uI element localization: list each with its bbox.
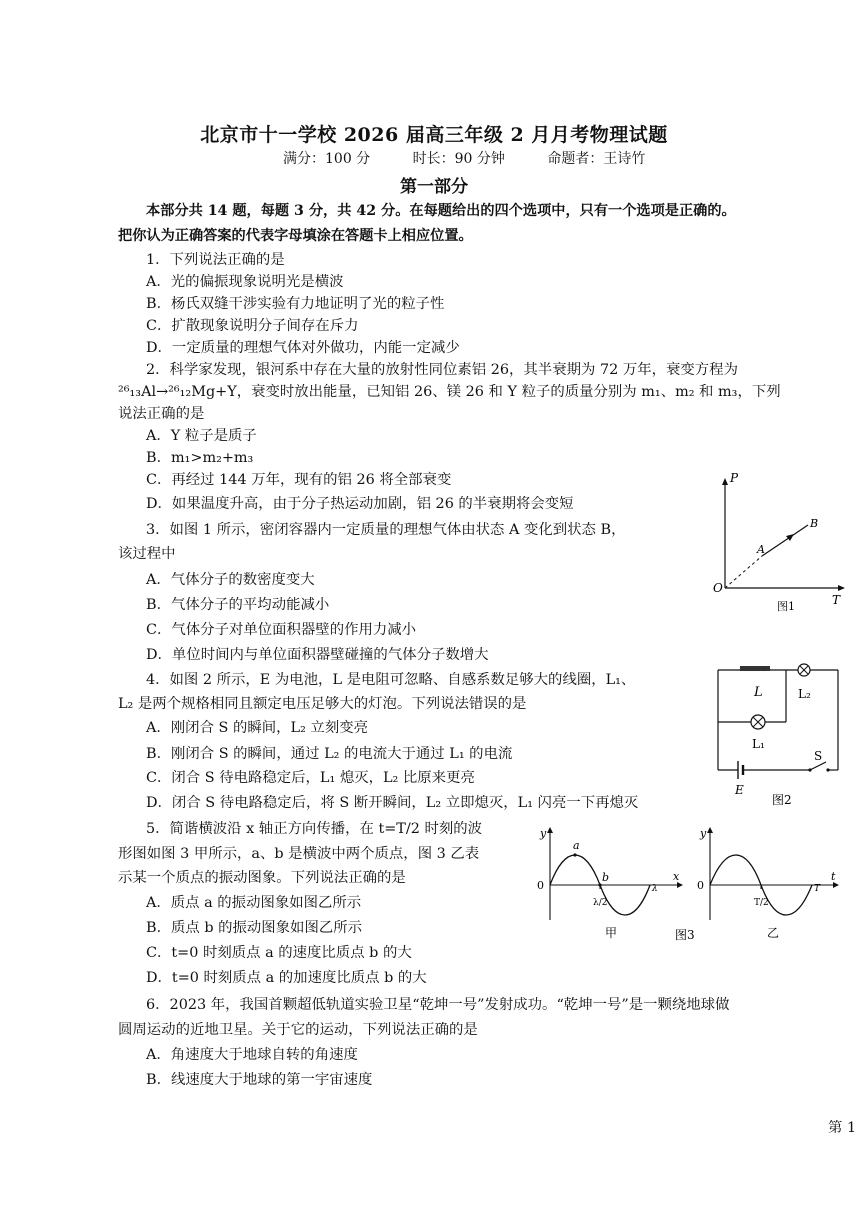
yi-t-half-label: T/2 bbox=[754, 898, 769, 908]
question-stem: 圆周运动的近地卫星。关于它的运动，下列说法正确的是 bbox=[118, 1022, 478, 1038]
y-axis-arrow-icon bbox=[707, 827, 713, 833]
option: B．杨氏双缝干涉实验有力地证明了光的粒子性 bbox=[146, 296, 445, 312]
option: B．气体分子的平均动能减小 bbox=[146, 597, 330, 613]
extension-line bbox=[725, 556, 762, 588]
question-stem: 4．如图 2 所示，E 为电池，L 是电阻可忽略、自感系数足够大的线圈，L₁、 bbox=[146, 672, 636, 688]
process-line bbox=[762, 525, 808, 556]
question-stem: ²⁶₁₃Al→²⁶₁₂Mg+Y，衰变时放出能量，已知铝 26、镁 26 和 Y 粒子的质量分别为 m₁、m₂ 和 m₃，下列 bbox=[118, 384, 781, 400]
coil-label: L bbox=[754, 685, 763, 700]
option: A．角速度大于地球自转的角速度 bbox=[146, 1047, 358, 1063]
option: B．刚闭合 S 的瞬间，通过 L₂ 的电流大于通过 L₁ 的电流 bbox=[146, 746, 513, 762]
yi-t-full-label: T bbox=[814, 884, 821, 894]
option: C．闭合 S 待电路稳定后，L₁ 熄灭，L₂ 比原来更亮 bbox=[146, 770, 475, 786]
battery-label: E bbox=[735, 783, 744, 797]
jia-lambda-label: λ bbox=[652, 884, 658, 894]
figure-1-caption: 图1 bbox=[777, 600, 795, 613]
question-stem: 说法正确的是 bbox=[118, 406, 205, 422]
origin-label: O bbox=[713, 581, 723, 595]
duration: 时长：90 分钟 bbox=[412, 151, 505, 167]
jia-zero-label: 0 bbox=[537, 879, 544, 892]
switch-label: S bbox=[814, 749, 823, 763]
figure-1-pt-graph bbox=[700, 470, 850, 620]
option: D．如果温度升高，由于分子热运动加剧，铝 26 的半衰期将会变短 bbox=[146, 496, 574, 512]
exam-meta bbox=[283, 148, 683, 168]
option: A．气体分子的数密度变大 bbox=[146, 572, 315, 588]
instruction-line: 把你认为正确答案的代表字母填涂在答题卡上相应位置。 bbox=[118, 228, 473, 244]
jia-a-label: a bbox=[573, 839, 580, 852]
option: B．线速度大于地球的第一宇宙速度 bbox=[146, 1072, 373, 1088]
question-stem: 该过程中 bbox=[118, 546, 176, 562]
p-axis-arrow-icon bbox=[722, 478, 728, 485]
option: C．气体分子对单位面积器壁的作用力减小 bbox=[146, 622, 417, 638]
figure-2-circuit bbox=[710, 660, 845, 808]
question-stem: 形图如图 3 甲所示，a、b 是横波中两个质点，图 3 乙表 bbox=[118, 846, 480, 862]
option: D．一定质量的理想气体对外做功，内能一定减少 bbox=[146, 340, 460, 356]
figure-3-wave-graphs bbox=[535, 825, 845, 950]
t-label: T bbox=[832, 593, 841, 607]
option: D．闭合 S 待电路稳定后，将 S 断开瞬间，L₂ 立即熄灭，L₁ 闪亮一下再熄灭 bbox=[146, 795, 639, 811]
option: D．单位时间内与单位面积器壁碰撞的气体分子数增大 bbox=[146, 647, 489, 663]
option: B．质点 b 的振动图象如图乙所示 bbox=[146, 920, 363, 936]
question-stem: 6．2023 年，我国首颗超低轨道实验卫星“乾坤一号”发射成功。“乾坤一号”是一颗绕地球做 bbox=[146, 997, 730, 1013]
question-stem: 1．下列说法正确的是 bbox=[146, 252, 285, 268]
question-stem: L₂ 是两个规格相同且额定电压足够大的灯泡。下列说法错误的是 bbox=[118, 696, 527, 712]
jia-lambda-half-label: λ/2 bbox=[593, 898, 608, 908]
state-b-label: B bbox=[810, 517, 819, 530]
option: A．Y 粒子是质子 bbox=[146, 428, 257, 444]
jia-b-label: b bbox=[602, 871, 610, 884]
instruction-line: 本部分共 14 题，每题 3 分，共 42 分。在每题给出的四个选项中，只有一个选项是正确的。 bbox=[146, 203, 736, 219]
full-score: 满分：100 分 bbox=[283, 151, 371, 167]
p-label: P bbox=[730, 471, 739, 485]
yi-y-label: y bbox=[700, 827, 707, 840]
lamp1-label: L₁ bbox=[752, 737, 765, 751]
option: C．扩散现象说明分子间存在斥力 bbox=[146, 318, 359, 334]
author: 命题者：王诗竹 bbox=[547, 151, 646, 167]
part-title: 第一部分 bbox=[400, 177, 468, 197]
switch-icon bbox=[810, 762, 826, 770]
option: A．光的偏振现象说明光是横波 bbox=[146, 274, 344, 290]
yi-t-label: t bbox=[831, 870, 836, 883]
yi-zero-label: 0 bbox=[697, 879, 704, 892]
option: C．t=0 时刻质点 a 的速度比质点 b 的大 bbox=[146, 945, 412, 961]
figure-3-caption: 图3 bbox=[675, 928, 695, 942]
direction-arrow-icon bbox=[786, 534, 794, 541]
lamp2-label: L₂ bbox=[798, 687, 811, 701]
yi-label: 乙 bbox=[767, 926, 780, 940]
y-axis-arrow-icon bbox=[547, 827, 553, 833]
jia-label: 甲 bbox=[605, 926, 618, 940]
point-a-marker bbox=[573, 853, 576, 856]
option: D．t=0 时刻质点 a 的加速度比质点 b 的大 bbox=[146, 970, 427, 986]
figure-2-caption: 图2 bbox=[772, 793, 792, 807]
jia-x-label: x bbox=[673, 870, 680, 883]
question-stem: 3．如图 1 所示，密闭容器内一定质量的理想气体由状态 A 变化到状态 B， bbox=[146, 522, 626, 538]
question-stem: 示某一个质点的振动图象。下列说法正确的是 bbox=[118, 870, 406, 886]
question-stem: 2．科学家发现，银河系中存在大量的放射性同位素铝 26，其半衰期为 72 万年，衰变方程为 bbox=[146, 362, 738, 378]
state-a-label: A bbox=[757, 543, 765, 556]
option: C．再经过 144 万年，现有的铝 26 将全部衰变 bbox=[146, 472, 452, 488]
option: A．质点 a 的振动图象如图乙所示 bbox=[146, 895, 362, 911]
t-axis-arrow-icon bbox=[838, 585, 845, 591]
page-number: 第 1 bbox=[828, 1120, 857, 1136]
exam-title: 北京市十一学校 2026 届高三年级 2 月月考物理试题 bbox=[200, 124, 668, 146]
option: B．m₁>m₂+m₃ bbox=[146, 450, 254, 466]
inductor-core bbox=[740, 666, 770, 671]
jia-y-label: y bbox=[540, 827, 547, 840]
question-stem: 5．简谐横波沿 x 轴正方向传播，在 t=T/2 时刻的波 bbox=[146, 821, 483, 837]
option: A．刚闭合 S 的瞬间，L₂ 立刻变亮 bbox=[146, 720, 368, 736]
